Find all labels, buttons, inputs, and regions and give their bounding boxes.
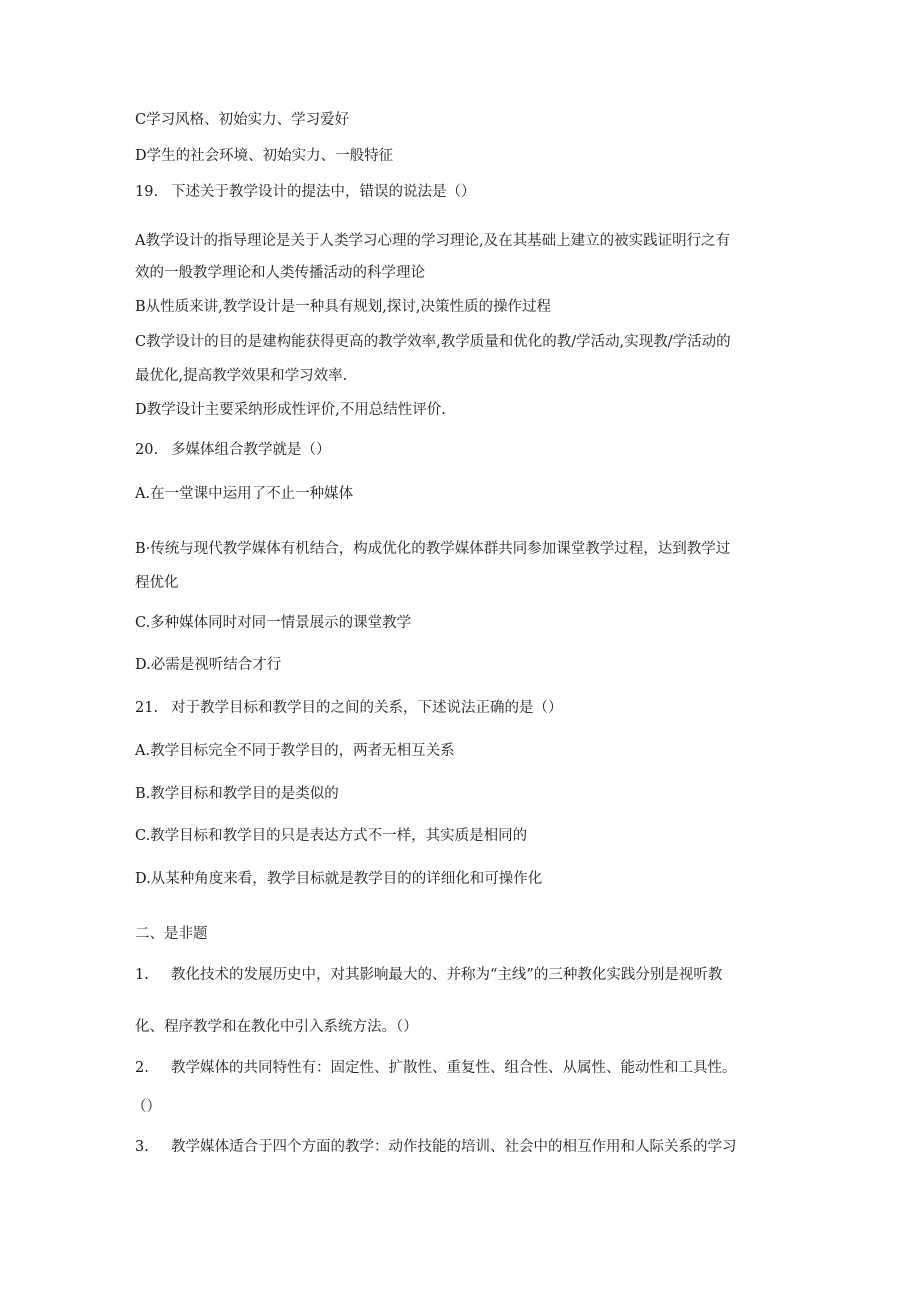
q19-option-c-line2: 最优化,提高教学效果和学习效率. bbox=[135, 368, 348, 384]
q21-stem bbox=[135, 698, 563, 718]
q19-option-a-line1: A教学设计的指导理论是关于人类学习心理的学习理论,及在其基础上建立的被实践证明行之有 bbox=[135, 233, 731, 249]
q21-option-b: B.教学目标和教学目的是类似的 bbox=[135, 786, 339, 802]
tf-item-2-number: 2. bbox=[135, 1060, 149, 1076]
q19-option-d: D教学设计主要采纳形成性评价,不用总结性评价. bbox=[135, 402, 446, 418]
tf-item-1-text: 教化技术的发展历史中，对其影响最大的、并称为“主线”的三种教化实践分别是视听教 bbox=[171, 967, 723, 983]
tf-item-1-line1 bbox=[135, 965, 722, 985]
q21-stem-text: 对于教学目标和教学目的之间的关系，下述说法正确的是（） bbox=[171, 700, 563, 716]
q20-number: 20. bbox=[135, 442, 159, 458]
q19-option-c-line1: C教学设计的目的是建构能获得更高的教学效率,教学质量和优化的教/学活动,实现教/学活动的 bbox=[135, 334, 731, 350]
q20-option-d: D.必需是视听结合才行 bbox=[135, 657, 282, 673]
q20-stem-text: 多媒体组合教学就是（） bbox=[171, 442, 331, 458]
q19-option-b: B从性质来讲,教学设计是一种具有规划,探讨,决策性质的操作过程 bbox=[135, 299, 551, 315]
tf-item-2-line1 bbox=[135, 1058, 737, 1078]
section-title: 二、是非题 bbox=[135, 926, 208, 942]
q20-option-b-line1: B·传统与现代教学媒体有机结合，构成优化的教学媒体群共同参加课堂教学过程，达到教学过 bbox=[135, 541, 731, 557]
q20-stem bbox=[135, 440, 331, 460]
q20-option-b-line2: 程优化 bbox=[135, 575, 179, 591]
q21-number: 21. bbox=[135, 700, 159, 716]
q19-stem bbox=[135, 182, 476, 202]
tf-item-1-number: 1. bbox=[135, 967, 149, 983]
q21-option-c: C.教学目标和教学目的只是表达方式不一样，其实质是相同的 bbox=[135, 828, 528, 844]
tf-item-2-line2: （） bbox=[132, 1099, 161, 1115]
q20-option-c: C.多种媒体同时对同一情景展示的课堂教学 bbox=[135, 615, 412, 631]
tf-item-3-number: 3. bbox=[135, 1139, 149, 1155]
q21-option-a: A.教学目标完全不同于教学目的，两者无相互关系 bbox=[135, 743, 455, 759]
q20-option-a: A.在一堂课中运用了不止一种媒体 bbox=[135, 486, 354, 502]
q18-option-d: D学生的社会环境、初始实力、一般特征 bbox=[135, 148, 394, 164]
q19-number: 19. bbox=[135, 184, 159, 200]
tf-item-3-line1 bbox=[135, 1137, 737, 1157]
tf-item-2-text: 教学媒体的共同特性有：固定性、扩散性、重复性、组合性、从属性、能动性和工具性。 bbox=[171, 1060, 737, 1076]
q21-option-d: D.从某种角度来看，教学目标就是教学目的的详细化和可操作化 bbox=[135, 871, 543, 887]
tf-item-3-text: 教学媒体适合于四个方面的教学：动作技能的培训、社会中的相互作用和人际关系的学习 bbox=[171, 1139, 737, 1155]
q18-option-c: C学习风格、初始实力、学习爱好 bbox=[135, 112, 350, 128]
tf-item-1-line2: 化、程序教学和在教化中引入系统方法。（） bbox=[135, 1019, 418, 1035]
q19-stem-text: 下述关于教学设计的提法中，错误的说法是（） bbox=[171, 184, 476, 200]
q19-option-a-line2: 效的一般教学理论和人类传播活动的科学理论 bbox=[135, 265, 425, 281]
